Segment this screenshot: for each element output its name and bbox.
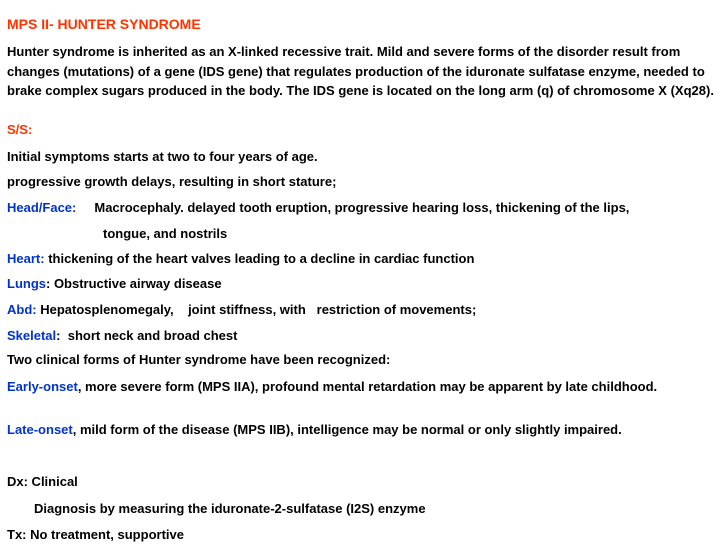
head-face-label: Head/Face: [7,200,77,215]
intro-paragraph: Hunter syndrome is inherited as an X-linked recessive trait. Mild and severe forms of the disorder result from changes (mutations) of a gene (IDS gene) that regulates production of the iduronate sulfatase enzyme, needed to brake complex sugars produced in the body. The IDS gene is located on the long arm (q) of chromosome X (Xq28). [7,44,714,98]
head-face-text: Macrocephaly. delayed tooth eruption, progressive hearing loss, thickening of the lips, [94,200,630,215]
lungs-label: Lungs [7,276,46,291]
dx-detail: Diagnosis by measuring the iduronate-2-sulfatase (I2S) enzyme [34,501,426,516]
skeletal-text: : short neck and broad chest [56,328,238,343]
lungs-text: : Obstructive airway disease [46,276,222,291]
slide [7,0,725,546]
lungs-row [7,276,222,292]
head-face-text-cont: tongue, and nostrils [103,226,228,241]
heart-label: Heart: [7,251,45,266]
late-onset-label: Late-onset [7,422,73,437]
heart-text: thickening of the heart valves leading to a decline in cardiac function [44,251,475,266]
early-onset-text: , more severe form (MPS IIA), profound mental retardation may be apparent by late childhood. [77,379,658,394]
skeletal-row [7,328,237,344]
skeletal-label: Skeletal [7,328,57,343]
late-onset-row [7,422,622,438]
forms-intro: Two clinical forms of Hunter syndrome have been recognized: [7,352,391,367]
abd-label: Abd: [7,302,37,317]
ss-heading: S/S: [7,122,33,137]
dx-line: Dx: Clinical [7,474,78,489]
early-onset-row [7,379,657,395]
symptom-growth: progressive growth delays, resulting in short stature; [7,174,337,189]
early-onset-label: Early-onset [7,379,78,394]
abd-text: Hepatosplenomegaly, joint stiffness, with restriction of movements; [36,302,477,317]
symptom-onset: Initial symptoms starts at two to four years of age. [7,149,318,164]
tx-line: Tx: No treatment, supportive [7,527,184,542]
late-onset-text: , mild form of the disease (MPS IIB), intelligence may be normal or only slightly impaired. [72,422,622,437]
abd-row [7,302,476,318]
page-title: MPS II- HUNTER SYNDROME [7,16,201,32]
heart-row [7,251,474,267]
head-face-row [7,200,629,216]
